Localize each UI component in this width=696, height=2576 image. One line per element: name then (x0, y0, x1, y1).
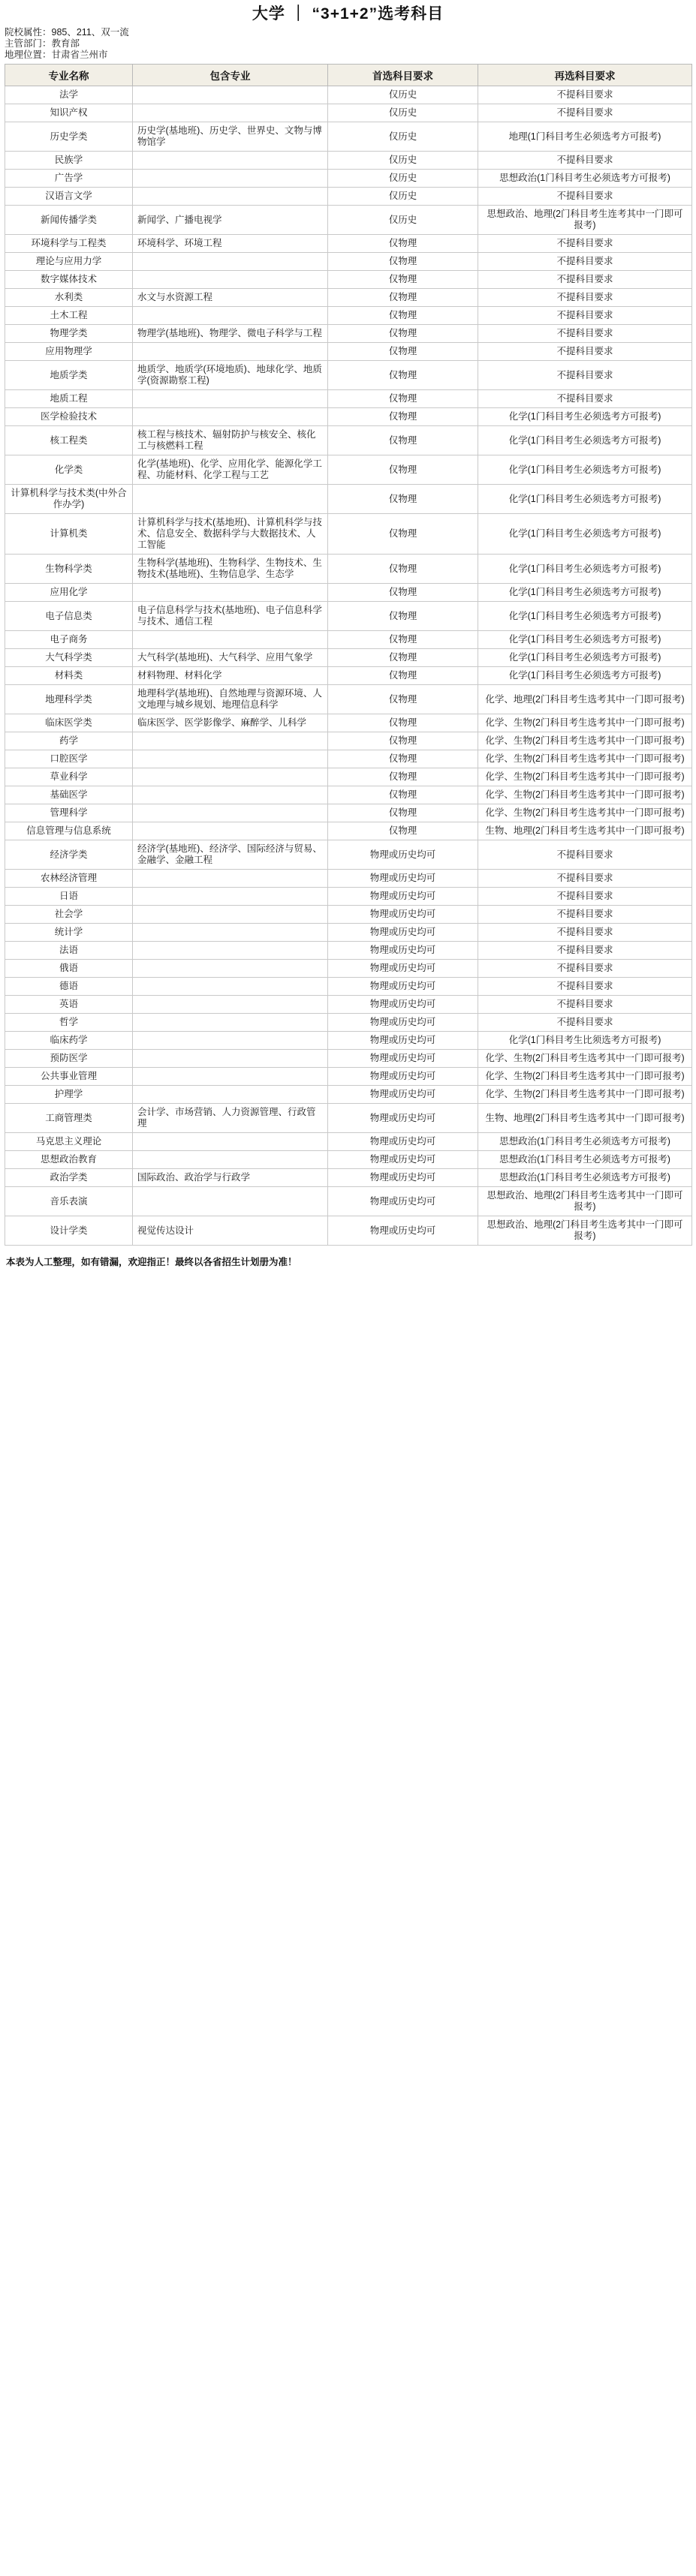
cell-major-name: 物理学类 (5, 325, 133, 343)
cell-major-name: 电子商务 (5, 631, 133, 649)
cell-contained-majors (133, 1151, 328, 1169)
table-row (5, 390, 692, 408)
cell-second-requirement: 不提科目要求 (478, 1014, 692, 1032)
school-meta (0, 26, 696, 64)
cell-first-requirement: 仅物理 (328, 750, 478, 768)
cell-contained-majors: 计算机科学与技术(基地班)、计算机科学与技术、信息安全、数据科学与大数据技术、人工智能 (133, 514, 328, 555)
cell-major-name: 农林经济管理 (5, 870, 133, 888)
cell-contained-majors (133, 104, 328, 122)
cell-contained-majors (133, 1032, 328, 1050)
cell-first-requirement: 物理或历史均可 (328, 870, 478, 888)
table-row (5, 1068, 692, 1086)
cell-contained-majors: 经济学(基地班)、经济学、国际经济与贸易、金融学、金融工程 (133, 840, 328, 870)
cell-second-requirement: 思想政治、地理(2门科目考生选考其中一门即可报考) (478, 1216, 692, 1246)
table-row (5, 714, 692, 732)
cell-contained-majors (133, 631, 328, 649)
cell-first-requirement: 仅物理 (328, 649, 478, 667)
cell-major-name: 新闻传播学类 (5, 206, 133, 235)
cell-contained-majors (133, 996, 328, 1014)
cell-second-requirement: 化学(1门科目考生必须选考方可报考) (478, 584, 692, 602)
cell-contained-majors: 电子信息科学与技术(基地班)、电子信息科学与技术、通信工程 (133, 602, 328, 631)
cell-second-requirement: 生物、地理(2门科目考生选考其中一门即可报考) (478, 1104, 692, 1133)
cell-first-requirement: 仅历史 (328, 170, 478, 188)
table-row (5, 122, 692, 152)
cell-second-requirement: 化学(1门科目考生必须选考方可报考) (478, 455, 692, 485)
cell-contained-majors (133, 1014, 328, 1032)
cell-contained-majors: 会计学、市场营销、人力资源管理、行政管理 (133, 1104, 328, 1133)
subject-requirements-table (5, 64, 692, 1246)
table-row (5, 768, 692, 786)
cell-major-name: 应用化学 (5, 584, 133, 602)
cell-contained-majors: 地质学、地质学(环境地质)、地球化学、地质学(资源勘察工程) (133, 361, 328, 390)
cell-second-requirement: 化学(1门科目考生比须选考方可报考) (478, 1032, 692, 1050)
table-row (5, 602, 692, 631)
cell-contained-majors (133, 307, 328, 325)
table-row (5, 188, 692, 206)
page-title: 大学 ｜ “3+1+2”选考科目 (252, 5, 444, 23)
cell-contained-majors (133, 960, 328, 978)
cell-second-requirement: 化学、生物(2门科目考生选考其中一门即可报考) (478, 1068, 692, 1086)
table-row (5, 924, 692, 942)
meta-attributes: 院校属性：985、211、双一流 (5, 27, 129, 38)
cell-major-name: 日语 (5, 888, 133, 906)
cell-second-requirement: 化学、生物(2门科目考生选考其中一门即可报考) (478, 804, 692, 822)
cell-first-requirement: 物理或历史均可 (328, 1032, 478, 1050)
table-row (5, 325, 692, 343)
page-root (0, 0, 696, 1279)
table-row (5, 906, 692, 924)
cell-first-requirement: 仅物理 (328, 822, 478, 840)
cell-second-requirement: 不提科目要求 (478, 996, 692, 1014)
cell-major-name: 化学类 (5, 455, 133, 485)
table-row (5, 584, 692, 602)
cell-first-requirement: 仅物理 (328, 768, 478, 786)
cell-contained-majors: 新闻学、广播电视学 (133, 206, 328, 235)
cell-contained-majors (133, 1068, 328, 1086)
column-header-contains: 包含专业 (133, 65, 328, 86)
cell-first-requirement: 仅物理 (328, 602, 478, 631)
table-header-row (5, 65, 692, 86)
table-row (5, 942, 692, 960)
cell-contained-majors (133, 271, 328, 289)
table-row (5, 1151, 692, 1169)
cell-major-name: 基础医学 (5, 786, 133, 804)
cell-second-requirement: 不提科目要求 (478, 271, 692, 289)
table-row (5, 1104, 692, 1133)
cell-first-requirement: 仅物理 (328, 485, 478, 514)
cell-second-requirement: 思想政治、地理(2门科目考生连考其中一门即可报考) (478, 206, 692, 235)
cell-major-name: 临床药学 (5, 1032, 133, 1050)
table-row (5, 514, 692, 555)
cell-contained-majors (133, 86, 328, 104)
cell-major-name: 水利类 (5, 289, 133, 307)
table-row (5, 343, 692, 361)
cell-second-requirement: 化学、生物(2门科目考生选考其中一门即可报考) (478, 750, 692, 768)
cell-major-name: 信息管理与信息系统 (5, 822, 133, 840)
table-row (5, 649, 692, 667)
cell-second-requirement: 化学(1门科目考生必须选考方可报考) (478, 649, 692, 667)
cell-major-name: 汉语言文学 (5, 188, 133, 206)
cell-major-name: 统计学 (5, 924, 133, 942)
cell-major-name: 知识产权 (5, 104, 133, 122)
cell-second-requirement: 化学(1门科目考生必须选考方可报考) (478, 602, 692, 631)
table-row (5, 786, 692, 804)
cell-second-requirement: 思想政治、地理(2门科目考生选考其中一门即可报考) (478, 1187, 692, 1216)
cell-major-name: 地质工程 (5, 390, 133, 408)
cell-second-requirement: 不提科目要求 (478, 978, 692, 996)
cell-second-requirement: 化学(1门科目考生必须选考方可报考) (478, 485, 692, 514)
cell-major-name: 广告学 (5, 170, 133, 188)
cell-second-requirement: 不提科目要求 (478, 325, 692, 343)
cell-first-requirement: 仅物理 (328, 714, 478, 732)
table-row (5, 732, 692, 750)
cell-major-name: 临床医学类 (5, 714, 133, 732)
cell-second-requirement: 思想政治(1门科目考生必须选考方可报考) (478, 1151, 692, 1169)
table-row (5, 1187, 692, 1216)
cell-second-requirement: 不提科目要求 (478, 960, 692, 978)
cell-contained-majors (133, 485, 328, 514)
cell-first-requirement: 仅历史 (328, 206, 478, 235)
cell-major-name: 德语 (5, 978, 133, 996)
cell-second-requirement: 化学(1门科目考生必须选考方可报考) (478, 408, 692, 426)
cell-second-requirement: 不提科目要求 (478, 86, 692, 104)
table-row (5, 1133, 692, 1151)
cell-second-requirement: 化学(1门科目考生必须选考方可报考) (478, 426, 692, 455)
cell-contained-majors (133, 1050, 328, 1068)
table-row (5, 1086, 692, 1104)
cell-major-name: 马克思主义理论 (5, 1133, 133, 1151)
header-fade-right (606, 0, 696, 26)
cell-contained-majors: 地理科学(基地班)、自然地理与资源环境、人文地理与城乡规划、地理信息科学 (133, 685, 328, 714)
cell-major-name: 英语 (5, 996, 133, 1014)
cell-major-name: 历史学类 (5, 122, 133, 152)
column-header-major: 专业名称 (5, 65, 133, 86)
table-row (5, 822, 692, 840)
cell-first-requirement: 仅历史 (328, 152, 478, 170)
cell-contained-majors (133, 1133, 328, 1151)
cell-second-requirement: 化学、生物(2门科目考生选考其中一门即可报考) (478, 714, 692, 732)
cell-major-name: 口腔医学 (5, 750, 133, 768)
cell-first-requirement: 物理或历史均可 (328, 1014, 478, 1032)
cell-contained-majors (133, 978, 328, 996)
cell-major-name: 医学检验技术 (5, 408, 133, 426)
cell-major-name: 计算机科学与技术类(中外合作办学) (5, 485, 133, 514)
cell-first-requirement: 仅物理 (328, 631, 478, 649)
cell-contained-majors: 化学(基地班)、化学、应用化学、能源化学工程、功能材料、化学工程与工艺 (133, 455, 328, 485)
cell-second-requirement: 化学、生物(2门科目考生选考其中一门即可报考) (478, 1086, 692, 1104)
cell-second-requirement: 不提科目要求 (478, 942, 692, 960)
cell-first-requirement: 仅物理 (328, 786, 478, 804)
cell-major-name: 设计学类 (5, 1216, 133, 1246)
cell-contained-majors (133, 408, 328, 426)
cell-major-name: 数字媒体技术 (5, 271, 133, 289)
cell-first-requirement: 物理或历史均可 (328, 1187, 478, 1216)
cell-first-requirement: 物理或历史均可 (328, 1086, 478, 1104)
cell-major-name: 电子信息类 (5, 602, 133, 631)
cell-first-requirement: 仅物理 (328, 253, 478, 271)
cell-first-requirement: 仅物理 (328, 271, 478, 289)
cell-contained-majors: 历史学(基地班)、历史学、世界史、文物与博物馆学 (133, 122, 328, 152)
cell-major-name: 计算机类 (5, 514, 133, 555)
cell-second-requirement: 不提科目要求 (478, 906, 692, 924)
cell-first-requirement: 物理或历史均可 (328, 924, 478, 942)
table-row (5, 888, 692, 906)
cell-contained-majors: 大气科学(基地班)、大气科学、应用气象学 (133, 649, 328, 667)
table-row (5, 206, 692, 235)
cell-contained-majors (133, 188, 328, 206)
table-row (5, 870, 692, 888)
cell-major-name: 政治学类 (5, 1169, 133, 1187)
cell-major-name: 环境科学与工程类 (5, 235, 133, 253)
cell-contained-majors: 视觉传达设计 (133, 1216, 328, 1246)
cell-major-name: 音乐表演 (5, 1187, 133, 1216)
cell-first-requirement: 仅物理 (328, 390, 478, 408)
cell-first-requirement: 仅物理 (328, 325, 478, 343)
cell-major-name: 民族学 (5, 152, 133, 170)
cell-first-requirement: 仅物理 (328, 289, 478, 307)
cell-major-name: 材料类 (5, 667, 133, 685)
cell-major-name: 应用物理学 (5, 343, 133, 361)
cell-first-requirement: 仅物理 (328, 514, 478, 555)
cell-second-requirement: 不提科目要求 (478, 307, 692, 325)
cell-second-requirement: 不提科目要求 (478, 390, 692, 408)
table-row (5, 361, 692, 390)
table-row (5, 271, 692, 289)
cell-first-requirement: 物理或历史均可 (328, 978, 478, 996)
cell-contained-majors (133, 888, 328, 906)
cell-contained-majors (133, 906, 328, 924)
cell-first-requirement: 物理或历史均可 (328, 960, 478, 978)
cell-second-requirement: 不提科目要求 (478, 343, 692, 361)
header-fade-left (0, 0, 90, 26)
cell-second-requirement: 化学、地理(2门科目考生选考其中一门即可报考) (478, 685, 692, 714)
table-row (5, 804, 692, 822)
cell-first-requirement: 物理或历史均可 (328, 1050, 478, 1068)
cell-major-name: 大气科学类 (5, 649, 133, 667)
cell-contained-majors (133, 786, 328, 804)
cell-major-name: 土木工程 (5, 307, 133, 325)
cell-contained-majors: 材料物理、材料化学 (133, 667, 328, 685)
table-row (5, 840, 692, 870)
cell-contained-majors (133, 924, 328, 942)
cell-first-requirement: 仅物理 (328, 307, 478, 325)
cell-major-name: 预防医学 (5, 1050, 133, 1068)
cell-contained-majors: 生物科学(基地班)、生物科学、生物技术、生物技术(基地班)、生物信息学、生态学 (133, 555, 328, 584)
cell-second-requirement: 思想政治(1门科目考生必须选考方可报考) (478, 1169, 692, 1187)
cell-major-name: 草业科学 (5, 768, 133, 786)
cell-second-requirement: 不提科目要求 (478, 253, 692, 271)
cell-second-requirement: 不提科目要求 (478, 888, 692, 906)
cell-first-requirement: 仅物理 (328, 235, 478, 253)
table-row (5, 555, 692, 584)
cell-second-requirement: 不提科目要求 (478, 289, 692, 307)
cell-first-requirement: 物理或历史均可 (328, 906, 478, 924)
table-row (5, 1216, 692, 1246)
table-row (5, 104, 692, 122)
meta-location: 地理位置：甘肃省兰州市 (5, 50, 108, 60)
cell-first-requirement: 仅物理 (328, 343, 478, 361)
table-row (5, 960, 692, 978)
table-row (5, 978, 692, 996)
cell-contained-majors (133, 822, 328, 840)
cell-second-requirement: 地理(1门科目考生必须选考方可报考) (478, 122, 692, 152)
cell-major-name: 俄语 (5, 960, 133, 978)
cell-first-requirement: 物理或历史均可 (328, 1151, 478, 1169)
table-row (5, 253, 692, 271)
cell-contained-majors (133, 584, 328, 602)
cell-first-requirement: 物理或历史均可 (328, 840, 478, 870)
cell-second-requirement: 化学、生物(2门科目考生选考其中一门即可报考) (478, 786, 692, 804)
cell-contained-majors (133, 750, 328, 768)
cell-major-name: 管理科学 (5, 804, 133, 822)
table-row (5, 235, 692, 253)
cell-major-name: 护理学 (5, 1086, 133, 1104)
cell-second-requirement: 化学(1门科目考生必须选考方可报考) (478, 555, 692, 584)
cell-second-requirement: 思想政治(1门科目考生必须选考方可报考) (478, 1133, 692, 1151)
cell-second-requirement: 化学(1门科目考生必须选考方可报考) (478, 514, 692, 555)
table-row (5, 750, 692, 768)
cell-first-requirement: 物理或历史均可 (328, 1133, 478, 1151)
table-row (5, 1169, 692, 1187)
cell-major-name: 思想政治教育 (5, 1151, 133, 1169)
cell-second-requirement: 不提科目要求 (478, 870, 692, 888)
page-header (0, 0, 696, 26)
table-row (5, 685, 692, 714)
cell-contained-majors: 环境科学、环境工程 (133, 235, 328, 253)
cell-second-requirement: 化学、生物(2门科目考生选考其中一门即可报考) (478, 732, 692, 750)
table-row (5, 996, 692, 1014)
cell-contained-majors (133, 768, 328, 786)
cell-first-requirement: 仅物理 (328, 361, 478, 390)
cell-first-requirement: 仅历史 (328, 188, 478, 206)
cell-first-requirement: 仅历史 (328, 86, 478, 104)
cell-first-requirement: 物理或历史均可 (328, 1216, 478, 1246)
table-row (5, 307, 692, 325)
column-header-second-requirement: 再选科目要求 (478, 65, 692, 86)
table-row (5, 1050, 692, 1068)
cell-first-requirement: 仅物理 (328, 667, 478, 685)
table-row (5, 426, 692, 455)
cell-first-requirement: 物理或历史均可 (328, 888, 478, 906)
cell-contained-majors: 核工程与核技术、辐射防护与核安全、核化工与核燃料工程 (133, 426, 328, 455)
cell-major-name: 生物科学类 (5, 555, 133, 584)
cell-contained-majors: 临床医学、医学影像学、麻醉学、儿科学 (133, 714, 328, 732)
cell-second-requirement: 思想政治(1门科目考生必须选考方可报考) (478, 170, 692, 188)
footer-note: 本表为人工整理，如有错漏，欢迎指正！最终以各省招生计划册为准！ (6, 1257, 297, 1267)
cell-major-name: 公共事业管理 (5, 1068, 133, 1086)
cell-contained-majors: 国际政治、政治学与行政学 (133, 1169, 328, 1187)
cell-first-requirement: 仅历史 (328, 122, 478, 152)
table-row (5, 631, 692, 649)
cell-second-requirement: 不提科目要求 (478, 235, 692, 253)
table-row (5, 170, 692, 188)
cell-first-requirement: 仅物理 (328, 732, 478, 750)
cell-first-requirement: 仅历史 (328, 104, 478, 122)
cell-first-requirement: 物理或历史均可 (328, 1068, 478, 1086)
cell-major-name: 地质学类 (5, 361, 133, 390)
cell-second-requirement: 不提科目要求 (478, 152, 692, 170)
cell-second-requirement: 不提科目要求 (478, 104, 692, 122)
column-header-first-requirement: 首选科目要求 (328, 65, 478, 86)
table-row (5, 455, 692, 485)
cell-major-name: 哲学 (5, 1014, 133, 1032)
cell-contained-majors (133, 732, 328, 750)
cell-contained-majors (133, 170, 328, 188)
cell-contained-majors (133, 1086, 328, 1104)
cell-contained-majors (133, 390, 328, 408)
cell-second-requirement: 生物、地理(2门科目考生选考其中一门即可报考) (478, 822, 692, 840)
cell-contained-majors: 水文与水资源工程 (133, 289, 328, 307)
table-body (5, 86, 692, 1246)
cell-major-name: 核工程类 (5, 426, 133, 455)
cell-major-name: 经济学类 (5, 840, 133, 870)
cell-second-requirement: 化学(1门科目考生必须选考方可报考) (478, 631, 692, 649)
cell-second-requirement: 不提科目要求 (478, 188, 692, 206)
cell-major-name: 药学 (5, 732, 133, 750)
cell-second-requirement: 不提科目要求 (478, 361, 692, 390)
cell-first-requirement: 仅物理 (328, 685, 478, 714)
cell-first-requirement: 物理或历史均可 (328, 1169, 478, 1187)
table-row (5, 1032, 692, 1050)
cell-first-requirement: 仅物理 (328, 426, 478, 455)
cell-second-requirement: 不提科目要求 (478, 840, 692, 870)
cell-contained-majors (133, 343, 328, 361)
cell-first-requirement: 仅物理 (328, 555, 478, 584)
cell-major-name: 地理科学类 (5, 685, 133, 714)
meta-department: 主管部门：教育部 (5, 38, 80, 49)
cell-major-name: 法学 (5, 86, 133, 104)
cell-major-name: 工商管理类 (5, 1104, 133, 1133)
table-row (5, 408, 692, 426)
cell-contained-majors (133, 942, 328, 960)
table-row (5, 152, 692, 170)
table-row (5, 667, 692, 685)
cell-second-requirement: 化学、生物(2门科目考生选考其中一门即可报考) (478, 1050, 692, 1068)
cell-first-requirement: 仅物理 (328, 455, 478, 485)
cell-major-name: 法语 (5, 942, 133, 960)
table-row (5, 485, 692, 514)
cell-contained-majors (133, 804, 328, 822)
cell-first-requirement: 仅物理 (328, 584, 478, 602)
cell-contained-majors (133, 152, 328, 170)
table-row (5, 1014, 692, 1032)
cell-first-requirement: 物理或历史均可 (328, 942, 478, 960)
cell-first-requirement: 仅物理 (328, 804, 478, 822)
cell-contained-majors (133, 870, 328, 888)
cell-second-requirement: 化学、生物(2门科目考生选考其中一门即可报考) (478, 768, 692, 786)
cell-first-requirement: 物理或历史均可 (328, 996, 478, 1014)
cell-contained-majors: 物理学(基地班)、物理学、微电子科学与工程 (133, 325, 328, 343)
table-row (5, 86, 692, 104)
table-row (5, 289, 692, 307)
cell-major-name: 理论与应用力学 (5, 253, 133, 271)
cell-major-name: 社会学 (5, 906, 133, 924)
cell-first-requirement: 仅物理 (328, 408, 478, 426)
cell-contained-majors (133, 1187, 328, 1216)
cell-contained-majors (133, 253, 328, 271)
cell-second-requirement: 不提科目要求 (478, 924, 692, 942)
cell-second-requirement: 化学(1门科目考生必须选考方可报考) (478, 667, 692, 685)
cell-first-requirement: 物理或历史均可 (328, 1104, 478, 1133)
